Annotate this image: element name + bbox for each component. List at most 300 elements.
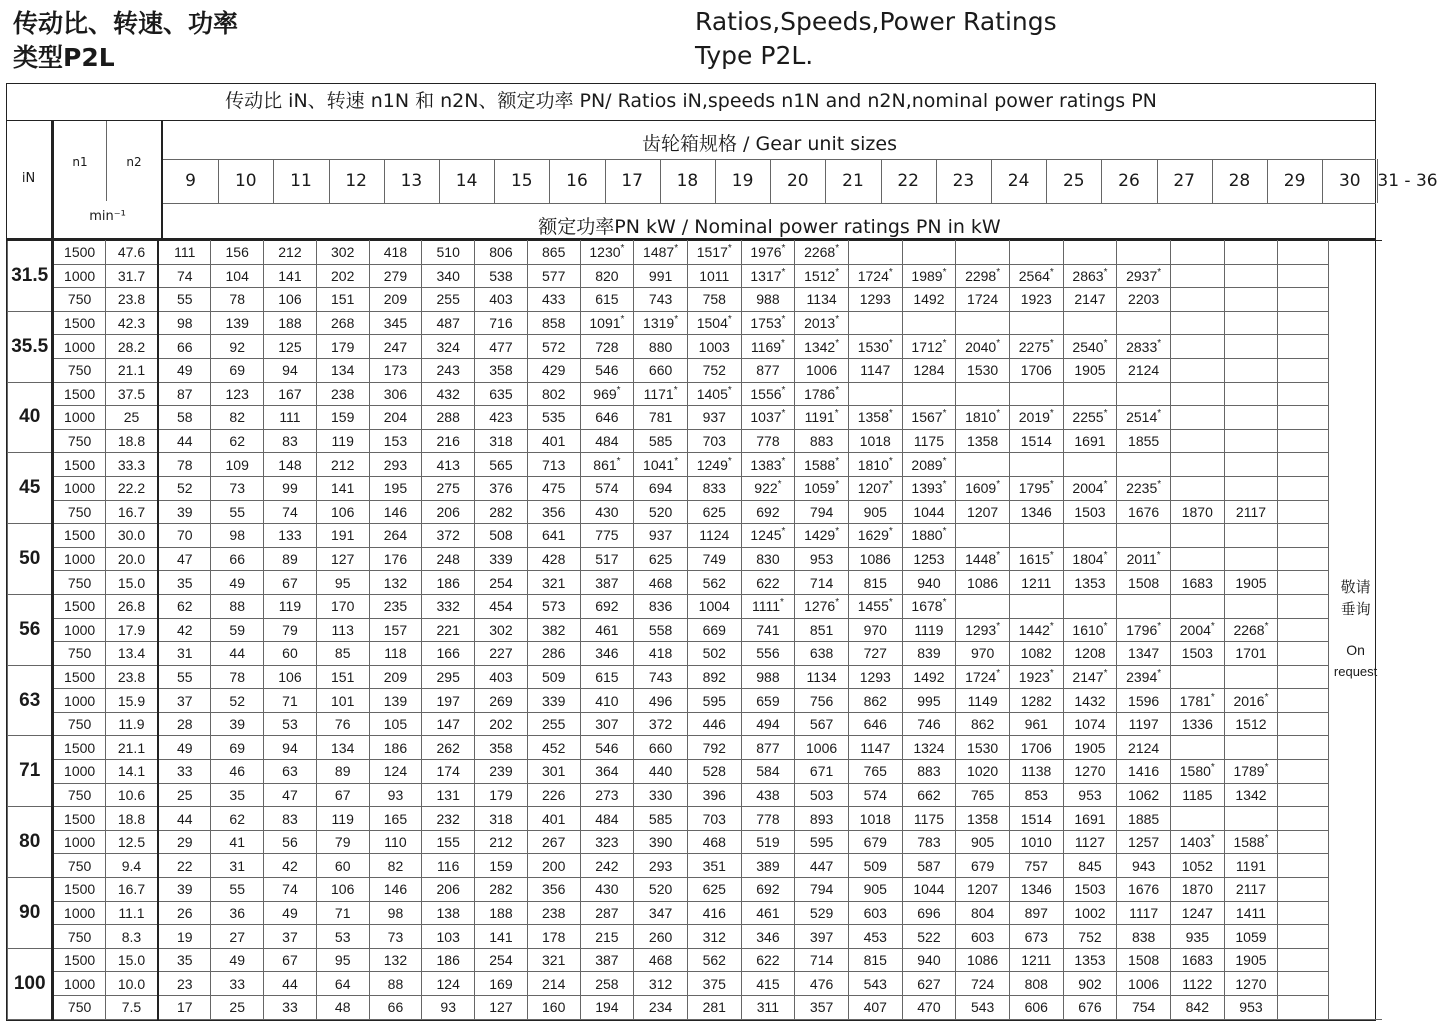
power-cell: 39 [158,878,211,902]
power-cell: 1319* [634,311,688,335]
power-cell [1224,807,1278,831]
power-cell: 93 [422,996,475,1020]
power-cell: 104 [211,264,264,288]
power-cell: 646 [848,712,902,736]
power-cell: 1683 [1170,571,1224,595]
n2-cell: 21.1 [105,358,158,382]
power-cell: 1753* [741,311,795,335]
power-cell: 1044 [902,878,956,902]
power-cell: 1082 [1009,642,1063,666]
power-cell: 756 [795,689,849,713]
power-cell: 794 [795,500,849,524]
power-cell [956,524,1010,548]
power-cell: 1588* [795,453,849,477]
power-cell: 1293* [956,618,1010,642]
power-cell: 49 [264,901,317,925]
type-en: Type P2L. [695,41,814,70]
power-cell: 375 [687,972,741,996]
power-cell: 147 [422,712,475,736]
power-cell: 953 [1063,783,1117,807]
power-cell [1009,311,1063,335]
power-cell: 940 [902,948,956,972]
power-cell: 1514 [1009,807,1063,831]
power-cell: 622 [741,948,795,972]
power-cell [1117,241,1171,265]
power-cell [1278,996,1329,1020]
power-cell: 110 [369,830,422,854]
power-cell: 1191* [795,406,849,430]
power-cell: 2040* [956,335,1010,359]
power-cell: 562 [687,948,741,972]
power-cell: 988 [741,288,795,312]
ratio-cell: 100 [8,948,53,1019]
n1-cell: 1500 [53,736,105,760]
power-cell: 696 [902,901,956,925]
power-cell: 484 [580,807,634,831]
power-cell: 1508 [1117,948,1171,972]
gear-size-14: 14 [455,171,478,191]
power-cell: 89 [316,760,369,784]
power-cell [1278,547,1329,571]
power-cell: 714 [795,948,849,972]
power-cell: 2833* [1117,335,1171,359]
power-cell: 340 [422,264,475,288]
table-row [8,736,1383,760]
power-cell [1170,524,1224,548]
power-cell: 64 [316,972,369,996]
power-cell: 922* [741,476,795,500]
power-cell: 893 [795,807,849,831]
power-cell: 574 [580,476,634,500]
power-cell [1170,382,1224,406]
power-cell: 781 [634,406,688,430]
n1-cell: 750 [53,854,105,878]
power-cell: 138 [422,901,475,925]
power-cell: 2147* [1063,665,1117,689]
power-cell [1009,382,1063,406]
power-cell: 1429* [795,524,849,548]
power-cell: 522 [902,925,956,949]
power-cell: 1610* [1063,618,1117,642]
gear-size-11: 11 [290,171,312,191]
power-cell: 679 [848,830,902,854]
power-cell: 659 [741,689,795,713]
power-cell: 165 [369,807,422,831]
power-cell: 267 [527,830,580,854]
power-cell: 170 [316,594,369,618]
table-body [8,241,1383,1020]
power-cell: 1810* [848,453,902,477]
gear-size-28: 28 [1228,171,1251,191]
power-cell: 1018 [848,807,902,831]
power-cell: 407 [848,996,902,1020]
power-cell: 1147 [848,736,902,760]
power-cell: 2011* [1117,547,1171,571]
power-cell: 37 [158,689,211,713]
power-cell: 131 [422,783,475,807]
power-cell: 1284 [902,358,956,382]
power-cell [1224,382,1278,406]
power-cell: 146 [369,878,422,902]
power-cell: 194 [580,996,634,1020]
table-row [8,712,1383,736]
n2-cell: 10.0 [105,972,158,996]
power-cell [1278,594,1329,618]
power-cell: 627 [902,972,956,996]
power-cell: 562 [687,571,741,595]
n1-cell: 1500 [53,453,105,477]
power-cell [1170,358,1224,382]
n2-cell: 26.8 [105,594,158,618]
power-cell [1224,594,1278,618]
power-cell: 212 [264,241,317,265]
power-cell: 641 [527,524,580,548]
table-caption: 传动比 iN、转速 n1N 和 n2N、额定功率 PN/ Ratios iN,speeds n1N and n2N,nominal power ratings PN [6,83,1376,121]
power-cell: 897 [1009,901,1063,925]
power-cell: 1923 [1009,288,1063,312]
power-cell: 1448* [956,547,1010,571]
power-cell: 49 [158,358,211,382]
power-cell: 2514* [1117,406,1171,430]
power-cell: 752 [1063,925,1117,949]
power-cell: 1683 [1170,948,1224,972]
power-cell: 1293 [848,288,902,312]
n2-cell: 23.8 [105,288,158,312]
power-cell: 401 [527,807,580,831]
power-cell: 1018 [848,429,902,453]
power-cell: 757 [1009,854,1063,878]
power-cell [1117,524,1171,548]
power-cell: 238 [527,901,580,925]
power-cell: 111 [158,241,211,265]
power-cell: 1010 [1009,830,1063,854]
n1-cell: 1500 [53,948,105,972]
power-cell: 118 [369,642,422,666]
power-cell: 1989* [902,264,956,288]
power-cell: 2394* [1117,665,1171,689]
power-cell: 176 [369,547,422,571]
power-cell: 476 [795,972,849,996]
n2-cell: 13.4 [105,642,158,666]
power-cell: 281 [687,996,741,1020]
power-cell: 517 [580,547,634,571]
power-cell: 585 [634,429,688,453]
power-cell: 1885 [1117,807,1171,831]
power-cell: 382 [527,618,580,642]
power-cell: 703 [687,429,741,453]
power-cell: 1487* [634,241,688,265]
power-cell [1170,311,1224,335]
n2-cell: 47.6 [105,241,158,265]
power-cell: 470 [902,996,956,1020]
power-cell: 39 [158,500,211,524]
power-cell [1278,807,1329,831]
power-cell: 815 [848,571,902,595]
power-cell: 1588* [1224,830,1278,854]
power-cell [1170,288,1224,312]
power-cell: 1567* [902,406,956,430]
n1-cell: 1500 [53,524,105,548]
power-cell: 1342* [795,335,849,359]
power-cell: 1556* [741,382,795,406]
power-cell: 1503 [1170,642,1224,666]
power-cell: 66 [211,547,264,571]
n2-cell: 18.8 [105,807,158,831]
n1-cell: 1000 [53,830,105,854]
power-cell: 1905 [1063,358,1117,382]
power-cell: 78 [158,453,211,477]
power-cell: 33 [211,972,264,996]
power-cell: 25 [158,783,211,807]
power-cell: 595 [687,689,741,713]
power-cell: 73 [211,476,264,500]
n1-cell: 1500 [53,311,105,335]
power-cell: 282 [475,878,528,902]
power-cell: 66 [369,996,422,1020]
power-cell: 1230* [580,241,634,265]
power-cell: 306 [369,382,422,406]
power-cell: 78 [211,288,264,312]
gear-size-15: 15 [510,171,533,191]
power-cell: 2019* [1009,406,1063,430]
power-cell: 2298* [956,264,1010,288]
power-cell: 453 [848,925,902,949]
power-cell: 372 [422,524,475,548]
power-cell: 133 [264,524,317,548]
power-cell: 69 [211,736,264,760]
gear-size-12: 12 [345,171,367,191]
power-cell: 202 [475,712,528,736]
on-request-cn-line1: 敬请 [1340,578,1371,596]
power-cell: 754 [1117,996,1171,1020]
power-cell: 269 [475,689,528,713]
n2-cell: 31.7 [105,264,158,288]
power-cell: 1512 [1224,712,1278,736]
power-cell: 324 [422,335,475,359]
power-cell: 387 [580,571,634,595]
power-cell: 127 [475,996,528,1020]
power-cell: 728 [580,335,634,359]
power-cell: 1086 [956,571,1010,595]
power-cell: 1293 [848,665,902,689]
power-cell: 1706 [1009,736,1063,760]
n1-cell: 1500 [53,665,105,689]
power-cell: 1276* [795,594,849,618]
power-cell [1278,878,1329,902]
power-cell: 403 [475,665,528,689]
n2-cell: 28.2 [105,335,158,359]
power-cell: 302 [316,241,369,265]
power-cell: 625 [687,500,741,524]
power-cell: 1270 [1224,972,1278,996]
power-cell [1278,311,1329,335]
power-cell: 727 [848,642,902,666]
power-cell: 401 [527,429,580,453]
power-cell: 1514 [1009,429,1063,453]
power-cell [1009,241,1063,265]
power-cell: 510 [422,241,475,265]
power-cell: 1442* [1009,618,1063,642]
power-cell: 603 [848,901,902,925]
power-cell: 109 [211,453,264,477]
power-cell: 792 [687,736,741,760]
on-request-en-line2: request [1333,663,1378,679]
power-cell: 1342 [1224,783,1278,807]
power-cell: 970 [848,618,902,642]
power-cell: 606 [1009,996,1063,1020]
power-cell: 1492 [902,665,956,689]
power-cell: 119 [264,594,317,618]
power-cell: 1905 [1224,571,1278,595]
power-cell: 1517* [687,241,741,265]
ratio-cell: 40 [8,382,53,453]
power-cell: 119 [316,429,369,453]
power-cell [1224,665,1278,689]
power-cell: 403 [475,288,528,312]
power-cell: 853 [1009,783,1063,807]
power-cell: 1530 [956,358,1010,382]
n1-cell: 750 [53,712,105,736]
power-cell: 209 [369,665,422,689]
power-cell [1170,429,1224,453]
power-cell: 794 [795,878,849,902]
power-cell: 679 [956,854,1010,878]
power-cell: 1358 [956,807,1010,831]
power-cell: 389 [741,854,795,878]
power-cell: 662 [902,783,956,807]
n1-cell: 1000 [53,406,105,430]
power-cell: 157 [369,618,422,642]
power-cell: 35 [211,783,264,807]
power-cell: 345 [369,311,422,335]
power-cell: 1615* [1009,547,1063,571]
power-cell [1063,382,1117,406]
n1-cell: 1000 [53,618,105,642]
n2-cell: 25 [105,406,158,430]
power-cell [1117,311,1171,335]
power-cell [1170,406,1224,430]
table-row [8,996,1383,1020]
power-cell: 124 [422,972,475,996]
power-cell: 503 [795,783,849,807]
power-cell [1009,524,1063,548]
power-cell [1224,335,1278,359]
table-row [8,642,1383,666]
power-cell: 716 [475,311,528,335]
power-cell [1170,736,1224,760]
power-cell [1224,429,1278,453]
power-cell: 167 [264,382,317,406]
table-row [8,571,1383,595]
power-cell: 765 [848,760,902,784]
power-cell: 358 [475,736,528,760]
power-cell: 1455* [848,594,902,618]
power-cell: 1175 [902,807,956,831]
power-cell [1278,453,1329,477]
n2-cell: 42.3 [105,311,158,335]
power-cell: 1149 [956,689,1010,713]
power-cell [1278,358,1329,382]
power-cell: 2004* [1063,476,1117,500]
table-row [8,382,1383,406]
power-cell: 49 [211,948,264,972]
power-cell: 186 [369,736,422,760]
gear-size-29: 29 [1283,171,1306,191]
on-request-en-line1: On [1346,641,1365,658]
n1-cell: 1500 [53,382,105,406]
power-cell [956,382,1010,406]
power-cell: 1786* [795,382,849,406]
power-cell: 1503 [1063,878,1117,902]
power-cell: 156 [211,241,264,265]
power-cell: 2004* [1170,618,1224,642]
power-cell: 1004 [687,594,741,618]
power-cell: 1253 [902,547,956,571]
power-cell: 802 [527,382,580,406]
power-cell: 238 [316,382,369,406]
power-cell: 940 [902,571,956,595]
power-cell: 288 [422,406,475,430]
power-cell: 937 [687,406,741,430]
power-cell: 159 [316,406,369,430]
power-cell: 356 [527,878,580,902]
power-cell: 1041* [634,453,688,477]
power-cell: 1678* [902,594,956,618]
n2-cell: 11.1 [105,901,158,925]
n1-cell: 1000 [53,689,105,713]
power-cell [1278,925,1329,949]
power-cell: 56 [264,830,317,854]
power-cell: 1492 [902,288,956,312]
power-cell: 508 [475,524,528,548]
power-cell: 232 [422,807,475,831]
power-cell: 595 [795,830,849,854]
power-cell: 905 [848,878,902,902]
power-cell [1170,665,1224,689]
power-cell: 1117 [1117,901,1171,925]
power-cell: 585 [634,807,688,831]
power-cell: 892 [687,665,741,689]
power-cell: 1411 [1224,901,1278,925]
ratio-cell: 71 [8,736,53,807]
table-row [8,594,1383,618]
power-cell: 543 [848,972,902,996]
power-cell: 71 [264,689,317,713]
power-cell: 52 [158,476,211,500]
power-cell: 396 [687,783,741,807]
power-cell: 60 [316,854,369,878]
power-cell [1278,335,1329,359]
power-cell: 1020 [956,760,1010,784]
table-row [8,972,1383,996]
power-cell: 264 [369,524,422,548]
power-cell: 53 [264,712,317,736]
n2-cell: 7.5 [105,996,158,1020]
power-cell [1224,241,1278,265]
power-cell: 275 [422,476,475,500]
power-cell: 397 [795,925,849,949]
power-cell: 1504* [687,311,741,335]
power-cell: 44 [211,642,264,666]
power-cell: 98 [369,901,422,925]
power-cell: 139 [369,689,422,713]
power-cell: 159 [475,854,528,878]
power-cell: 833 [687,476,741,500]
power-cell: 216 [422,429,475,453]
power-cell [1278,712,1329,736]
header-iN: iN [21,171,36,186]
power-cell: 124 [369,760,422,784]
